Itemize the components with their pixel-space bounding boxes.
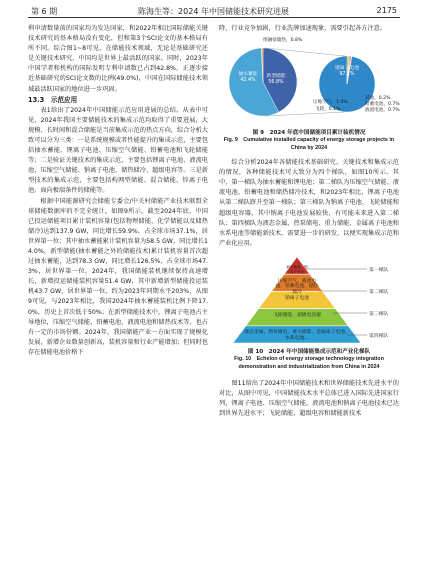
paragraph: 降，行业竞争加剧，行业洗牌加速现象，需要引起各方注意。 bbox=[219, 25, 387, 32]
header-rule bbox=[28, 17, 400, 18]
sub-pie-li-val: 97.1% bbox=[339, 71, 355, 77]
running-title: 陈海生等：2024 年中国储能技术研究进展 bbox=[138, 7, 289, 16]
sub-pie-li-name: 锂离子电池 bbox=[335, 66, 359, 72]
pyramid-level-text: 压缩空气、液流电池、铅蓄电池、储热储冷 bbox=[275, 278, 319, 295]
tier-label: 第四梯队 bbox=[369, 333, 389, 339]
issue-number: 第 6 期 bbox=[31, 7, 58, 16]
sub-pie-label-flow: 液流电池，0.7% bbox=[365, 108, 400, 114]
page-number: 2175 bbox=[376, 6, 397, 15]
pyramid-level-text: 液态金属、热泵储电、重力储能、金属离子电池、水系电池… bbox=[244, 330, 350, 341]
pyramid-level-text: 飞轮储能、超级电容器 bbox=[272, 313, 321, 319]
pie-label-new bbox=[261, 74, 291, 85]
sub-pie-label-li bbox=[331, 66, 363, 77]
pie-label-molten-salt: 熔融盐储热，0.8% bbox=[263, 38, 303, 44]
paragraph: 图11给出了2024年中国储能技术和世界储能技术先进水平的对比，从图中可见，中国储能技术水平总体已进入国际先进国家行列，锂离子电池、压缩空气储能、液流电池和钠离子电池技术已达到世界先进水平；飞轮储能、超级电容和储能新技术 bbox=[219, 379, 399, 418]
paragraph: 综合分析2024年各储能技术基础研究、关键技术和集成示范的情况，各种储能技术可大致分为四个梯队，如图10所示。其中，第一梯队为抽水蓄能和锂电池；第二梯队为压缩空气储能、液流电池、铅蓄电池和储热储冷技术，和2023年相比，锂离子电池从第二梯队跻升至第一梯队；第三梯队为钠离子电池、飞轮储能和超级电容器，其中钠离子电池发展较快，有可能未来进入第二梯队；第四梯队为液态金属、热泵储电、重力储能、金属离子电池和水系电池等储能新技术，需要进一步的研发，以便实现集成示范和产业化应用。 bbox=[219, 159, 399, 247]
sub-pie-label-lead: 铅蓄电池，0.7% bbox=[365, 102, 400, 108]
paragraph: 根据中国能源研究会储能专委会/中关村储能产业技术联盟全球储能数据库的不完全统计，如图9所示，截至2024年底，中国已投运储能项目累计装机容量(包括物理储能、化学储能以及储热储冷)达到137.9 GW，同比增长59.9%，占全球市场37.1%，居世界第一位；其中抽水蓄能累计装机容量为58.5 GW，同比增长14.0%，新型储能(抽水蓄能之外的储能技术)累计装机容量首次超过抽水蓄能，达到78.3 GW，同比增长126.5%，占全球市场47.3%，居世界第一位。2024年，我国储能装机继续保持高速增长，新增投运储能装机容量51.4 GW，其中新增新型储能投运装机43.7 GW，居世界第一位，约为2023年同期水平203%，从图9可见，与2023年相比，我国2024年抽水蓄能装机比例下降17.0%，历史上首次低于50%；在新型储能技术中，锂离子电池占主导地位，压缩空气储能、铅蓄电池、液流电池和储热技术等，也占有一定的市场份额。2024年，我国储能产业一方面实现了规模化发展，新增企业数量创新高，装机容量和行业产能增加；但同时也存在储能电池价格下 bbox=[28, 197, 208, 356]
tier-label: 第二梯队 bbox=[369, 289, 389, 295]
pie-label-pumped-name: 抽水蓄能 bbox=[238, 72, 258, 78]
paragraph: 表1给出了2024年中国储能示范应用进展的总结。从表中可见，2024年我国主要储能技术的集成示范均取得了重要进展，大规模、长时间和混合储能是当前集成示范的热点方向，综合分析大致可以分为三类：一是系统规模或者性能提升的集成示范，主要包括抽水蓄能、锂离子电池、压缩空气储能、铅蓄电池和飞轮储能等；二是验证关键技术的集成示范，主要包括锂离子电池、液流电池、压缩空气储能、钠离子电池、储热储冷、超级电容等。三是新型技术的集成示范，主要包括构网型储能、混合储能、锌离子电池、面向极端条件的储能等。 bbox=[28, 106, 208, 195]
section-heading: 13.3 示范应用 bbox=[28, 95, 78, 104]
tier-label: 第一梯队 bbox=[369, 267, 389, 273]
pyramid-level-text: 钠离子电池 bbox=[284, 295, 309, 301]
paragraph: 利申请数量前的国家均为发达国家，和2022年相比国际储能关键技术研究的基本格局没有变化，但和第3个SCI论文的基本格局有所不同。综合图1~8可见，在储能技术领域，无论是基础研究还是关键技术研究，中国均是世界上最活跃的国家。同时，2023年中国学者和机构的国际发明专利申请数已占到42.8%，正逐步接近基础研究的SCI论文数的比例(49.0%)，中国在国际储能技术领域最活跃国家的地位进一步巩固。 bbox=[28, 25, 208, 93]
tier-label: 第三梯队 bbox=[369, 311, 389, 317]
pie-label-new-name: 新型储能 bbox=[266, 74, 286, 80]
pie-label-pumped bbox=[233, 72, 263, 83]
page-header bbox=[0, 4, 427, 17]
sub-pie-label-other: 其他，0.2% bbox=[365, 96, 391, 102]
sub-pie-label-ca: 压缩空气，1.0% bbox=[313, 100, 348, 106]
fig9-caption-cn: 图 9 2024 年底中国储能项目累计装机情况 bbox=[252, 130, 366, 137]
figure-10 bbox=[219, 251, 399, 377]
pie-label-pumped-val: 42.4% bbox=[240, 77, 256, 83]
fig10-caption-en: Fig. 10 Echelon of energy storage technology integration demonstration and industrialization from China in 2024 bbox=[234, 355, 384, 370]
pyramid-level-text: 抽水蓄能、锂离子电池 bbox=[286, 264, 308, 275]
fig10-caption-cn: 图 10 2024 年中国储能集成示范和产业化梯队 bbox=[247, 348, 371, 355]
sub-pie-label-fly: 飞轮，0.1% bbox=[315, 107, 341, 113]
fig9-caption-en: Fig. 9 Cumulative installed capacity of energy storage projects in China by 2024 bbox=[223, 137, 395, 151]
fig9-caption bbox=[219, 129, 399, 152]
figure-9 bbox=[219, 36, 399, 154]
left-column bbox=[28, 24, 208, 358]
pie-label-new-val: 56.8% bbox=[268, 79, 284, 85]
fig10-caption bbox=[219, 348, 399, 371]
right-column bbox=[219, 24, 399, 419]
